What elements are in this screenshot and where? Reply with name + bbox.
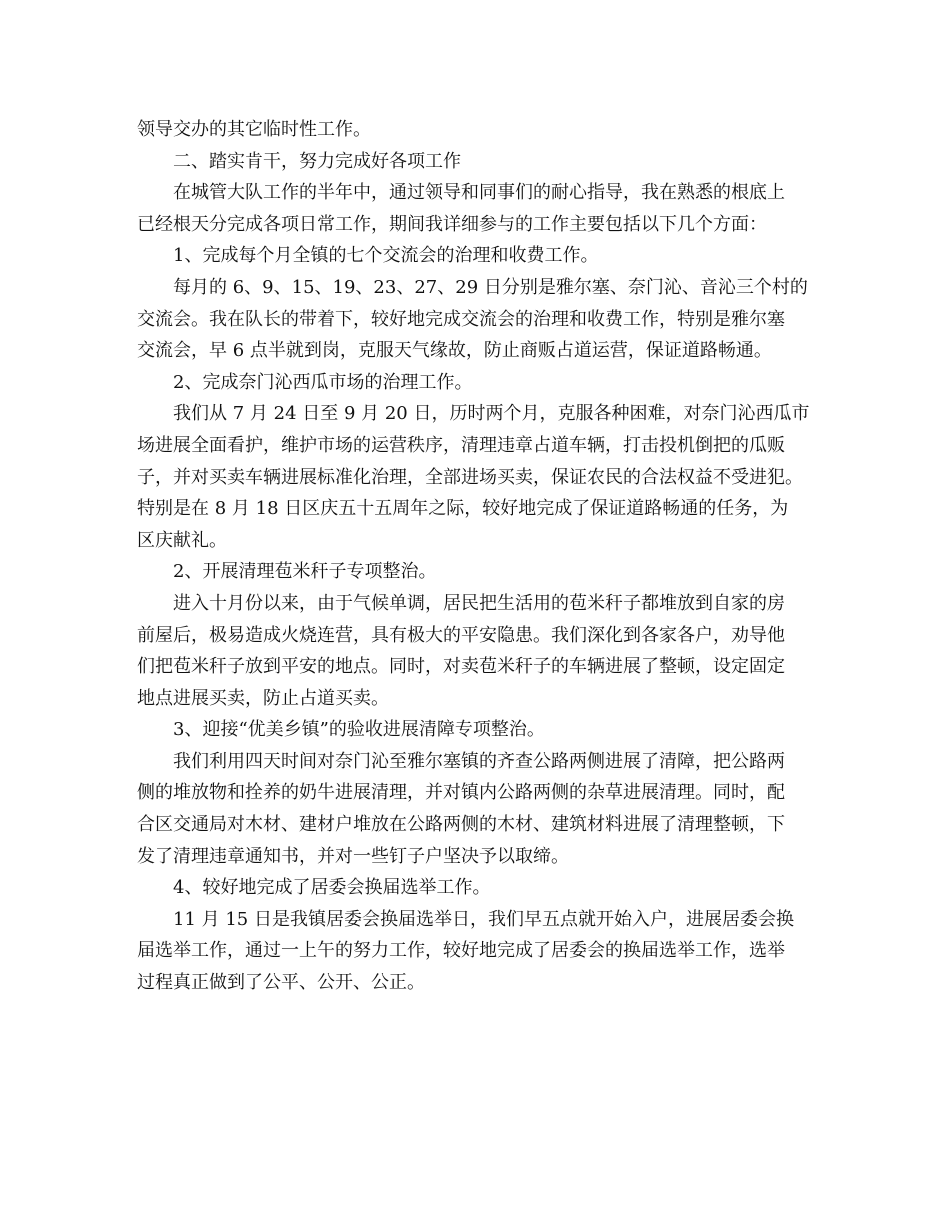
text-line: 地点进展买卖，防止占道买卖。 [137,687,389,709]
text-line: 领导交办的其它临时性工作。 [137,119,371,140]
text-line: 已经根天分完成各项日常工作，期间我详细参与的工作主要包括以下几个方面： [137,213,767,235]
text-line: 我们利用四天时间对奈门沁至雅尔塞镇的齐查公路两侧进展了清障，把公路两 [173,750,785,772]
document-body [137,114,827,999]
text-line: 我们从 7 月 24 日至 9 月 20 日，历时两个月，克服各种困难，对奈门沁西瓜市 [173,403,810,425]
paragraph [137,588,827,714]
paragraph [137,398,827,556]
text-line: 二、踏实肯干，努力完成好各项工作 [173,150,461,172]
text-line: 交流会。我在队长的带着下，较好地完成交流会的治理和收费工作，特别是雅尔塞 [137,308,785,330]
text-line: 每月的 6、9、15、19、23、27、29 日分别是雅尔塞、奈门沁、音沁三个村的 [173,276,808,298]
text-line: 2、开展清理苞米秆子专项整治。 [173,561,437,583]
text-line: 区庆献礼。 [137,529,227,551]
paragraph [137,146,827,178]
text-line: 届选举工作，通过一上午的努力工作，较好地完成了居委会的换届选举工作，选举 [137,940,785,962]
text-line: 4、较好地完成了居委会换届选举工作。 [173,877,491,899]
text-line: 场进展全面看护，维护市场的运营秩序，清理违章占道车辆，打击投机倒把的瓜贩 [137,434,785,456]
text-line: 前屋后，极易造成火烧连营，具有极大的平安隐患。我们深化到各家各户，劝导他 [137,624,785,646]
paragraph [137,746,827,872]
paragraph [137,367,827,399]
text-line: 11 月 15 日是我镇居委会换届选举日，我们早五点就开始入户，进展居委会换 [173,908,794,930]
text-line: 特别是在 8 月 18 日区庆五十五周年之际，较好地完成了保证道路畅通的任务，为 [137,498,789,520]
text-line: 合区交通局对木材、建材户堆放在公路两侧的木材、建筑材料进展了清理整顿，下 [137,814,785,836]
text-line: 们把苞米秆子放到平安的地点。同时，对卖苞米秆子的车辆进展了整顿，设定固定 [137,656,785,678]
text-line: 交流会，早 6 点半就到岗，克服天气缘故，防止商贩占道运营，保证道路畅通。 [137,340,772,362]
text-line: 2、完成奈门沁西瓜市场的治理工作。 [173,371,473,393]
paragraph [137,272,827,367]
text-line: 3、迎接“优美乡镇”的验收进展清障专项整治。 [173,719,545,741]
text-line: 发了清理违章通知书，并对一些钉子户坚决予以取缔。 [137,845,569,867]
text-line: 进入十月份以来，由于气候单调，居民把生活用的苞米秆子都堆放到自家的房 [173,592,785,614]
paragraph [137,904,827,999]
paragraph [137,177,827,240]
paragraph [137,714,827,746]
text-line: 侧的堆放物和拴养的奶牛进展清理，并对镇内公路两侧的杂草进展清理。同时，配 [137,782,785,804]
text-line: 1、完成每个月全镇的七个交流会的治理和收费工作。 [173,245,599,267]
text-line: 在城管大队工作的半年中，通过领导和同事们的耐心指导，我在熟悉的根底上 [173,182,785,204]
paragraph [137,240,827,272]
paragraph [137,872,827,904]
paragraph [137,556,827,588]
text-line: 过程真正做到了公平、公开、公正。 [137,972,425,994]
text-line: 子，并对买卖车辆进展标准化治理，全部进场买卖，保证农民的合法权益不受进犯。 [137,466,803,488]
paragraph [137,114,827,146]
